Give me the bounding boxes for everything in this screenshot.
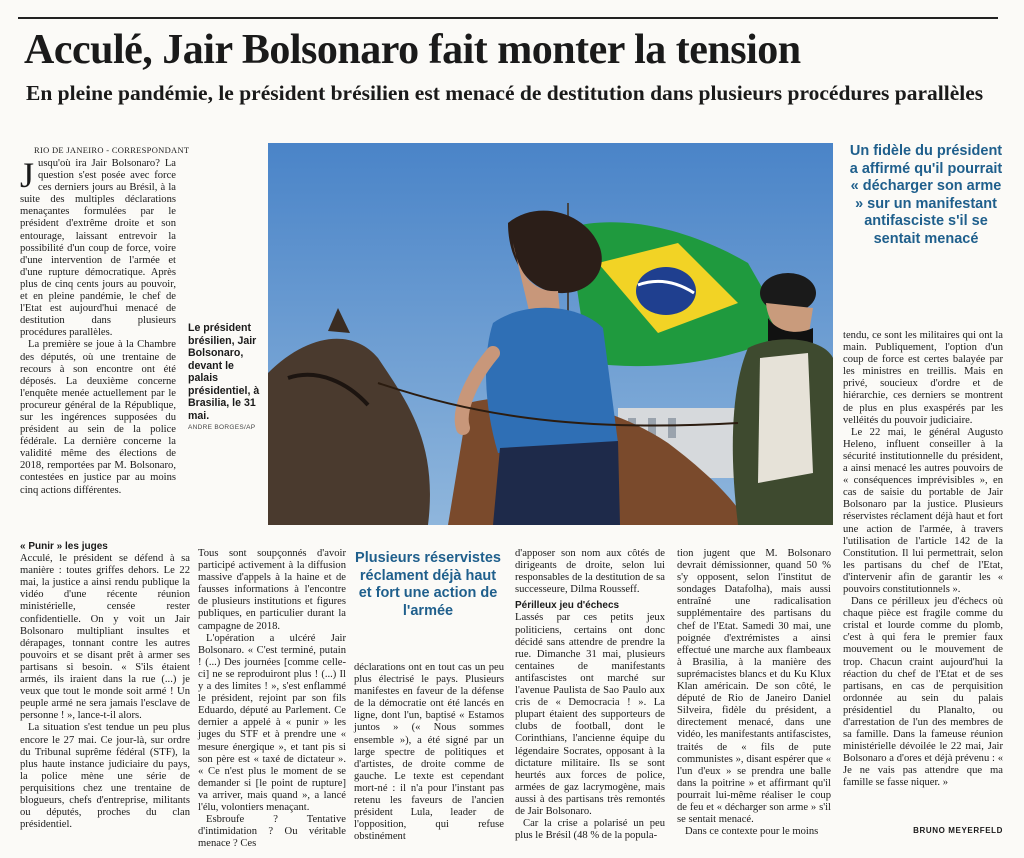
- paragraph: Jusqu'où ira Jair Bolsonaro? La question s'est posée avec force ces derniers jours au Brésil, à la suite des multiples déclarations menaçantes formulées par le président d'extrême droite et son entourage, laissant entrevoir la possibilité d'un coup de force, voire d'une intervention de l'armée et d'une rupture démocratique. Après plus de cinq cents jours au pouvoir, et en pleine pandémie, le chef de l'Etat est aujourd'hui menacé de destitution dans plusieurs procédures parallèles.: [20, 155, 176, 339]
- paragraph: Acculé, le président se défend à sa manière : toutes griffes dehors. Le 22 mai, la justice a ainsi rendu publique la vidéo d'une récente réunion ministérielle, censée rester confidentielle. On y voit un Jair Bolsonaro multipliant insultes et dérapages, tonnant contre les autres pouvoirs et se disant prêt à armer ses partisans si besoin. « S'ils étaient armés, ils iraient dans la rue (...) je veux que tout le monde soit armé ! Un peuple armé ne sera jamais l'esclave de personne ! », lance-t-il alors.: [20, 553, 190, 722]
- column-1: [20, 155, 176, 532]
- column-5: [677, 548, 831, 838]
- paragraph: Tous sont soupçonnés d'avoir participé activement à la diffusion massive d'appels à la haine et de fausses informations à l'encontre de plusieurs institutions et figures publiques, en particulier durant la campagne de 2018.: [198, 548, 346, 632]
- byline: BRUNO MEYERFELD: [913, 826, 1003, 835]
- pull-quote-2: Plusieurs réservistes réclament déjà haut et fort une action de l'armée: [355, 550, 501, 619]
- column-3: [354, 662, 504, 843]
- paragraph: tion jugent que M. Bolsonaro devrait démissionner, quand 50 % s'y opposent, selon l'institut de sondages Datafolha), mais aussi entraîné une radicalisation supplémentaire des partisans du chef de l'Etat. Samedi 30 mai, une poignée d'extrémistes a ainsi effectué une marche aux flambeaux à Brasilia, à la manière des suprémacistes blancs et du Ku Klux Klan américain. De son côté, le député de Rio de Janeiro Daniel Silveira, fidèle du président, a directement menacé, dans une vidéo, les manifestants antifascistes, traités de « fils de pute communistes », disant espérer que « l'un d'eux » se prendra une balle dans la poitrine » et affirmant qu'il pourrait lui-même réaliser le coup de feu et « décharger son arme » s'il se sentait menacé.: [677, 548, 831, 826]
- column-2: [198, 548, 346, 850]
- column-6: [843, 330, 1003, 826]
- paragraph: d'apposer son nom aux côtés de dirigeants de droite, selon lui responsables de la destitution de sa successeure, Dilma Rousseff.: [515, 548, 665, 596]
- paragraph: L'opération a ulcéré Jair Bolsonaro. « C'est terminé, putain ! (...) Des journées [comme celle-ci] ne se reproduiront plus ! (...) Il y a des limites ! », s'est enflammé le président, rejoint par son fils Eduardo, député au Parlement. Ce dernier a appelé à « punir » les juges du STF et à prendre une « mesure énergique », et tant pis si son père est « taxé de dictateur ». « Ce n'est plus le moment de se demander si [le point de rupture] va arriver, mais quand », a lancé l'élu, volontiers menaçant.: [198, 632, 346, 813]
- photo-bolsonaro-horse: [268, 143, 833, 525]
- paragraph: Dans ce contexte pour le moins: [685, 826, 819, 838]
- dateline: RIO DE JANEIRO - CORRESPONDANT: [34, 145, 190, 155]
- paragraph: tendu, ce sont les militaires qui ont la main. Publiquement, l'option d'un coup de force est certes balayée par les ministres en treillis. Mais en privé, soucieux d'ordre et de hiérarchie, ces derniers se montrent de plus en plus exaspérés par les velléités du pouvoir judiciaire.: [843, 330, 1003, 426]
- top-rule: [18, 17, 998, 19]
- section-subhead: Périlleux jeu d'échecs: [515, 600, 620, 612]
- drop-cap: J: [20, 155, 35, 195]
- column-4: [515, 548, 665, 842]
- photo-credit: ANDRE BORGES/AP: [188, 424, 256, 431]
- column-1b: [20, 537, 190, 835]
- paragraph: Esbroufe ? Tentative d'intimidation ? Ou véritable menace ? Ces: [198, 814, 346, 850]
- paragraph: La première se joue à la Chambre des députés, où une trentaine de recours à son encontre ont été déposés. La deuxième concerne l'enquête menée actuellement par le procureur général de la République, sur les ingérences supposées du président au sein de la police fédérale. La dernière concerne la validité même des élections de 2018, remportées par M. Bolsonaro, contestées en justice par au moins cinq actions différentes.: [20, 339, 176, 496]
- subheadline: En pleine pandémie, le président brésilien est menacé de destitution dans plusieurs procédures parallèles: [26, 81, 984, 105]
- section-subhead: « Punir » les juges: [20, 541, 108, 552]
- paragraph: Dans ce périlleux jeu d'échecs où chaque pièce est fragile comme du cristal et lourde comme du plomb, c'est à qui fera le premier faux mouvement ou le mouvement de trop. Chacun craint aujourd'hui la réaction du chef de l'Etat et de ses partisans, en cas de perquisition ordonnée au sein du palais présidentiel du Planalto, ou d'arrestation de l'un des membres de sa famille. Dans la fameuse réunion ministérielle dévoilée le 22 mai, Jair Bolsonaro a d'ores et déjà prévenu : « Je ne vais pas attendre que ma famille se fasse niquer. »: [843, 596, 1003, 789]
- pull-quote-1: Un fidèle du président a affirmé qu'il pourrait « décharger son arme » sur un manifestant antifasciste s'il se sentait menacé: [849, 143, 1003, 247]
- photo-caption: [188, 322, 264, 431]
- caption-text: Le président brésilien, Jair Bolsonaro, devant le palais présidentiel, à Brasilia, le 31 mai.: [188, 322, 260, 422]
- paragraph: déclarations ont en tout cas un peu plus électrisé le pays. Plusieurs manifestes en faveur de la défense de la démocratie ont été lancés en ligne, dont l'un, baptisé « Estamos juntos » (« Nous sommes ensemble »), a été signé par un large spectre de politiques et d'artistes, de droite comme de gauche. Le texte est cependant mort-né : il n'a pour l'instant pas retenu les faveurs de l'ancien président Lula, leader de l'opposition, qui refuse obstinément: [354, 662, 504, 843]
- paragraph: Car la crise a polarisé un peu plus le Brésil (48 % de la popula-: [515, 818, 665, 842]
- paragraph: Lassés par ces petits jeux politiciens, certains ont donc décidé sans attendre de prendre la rue. Dimanche 31 mai, plusieurs centaines de manifestants antifascistes ont marché sur l'avenue Paulista de Sao Paulo aux cris de « Democracia ! ». La plupart étaient des supporteurs de clubs de football, dont le Corinthians, l'ancienne équipe du légendaire Socrates, opposant à la dictature militaire. Ils se sont heurtés aux forces de police, armées de gaz lacrymogène, mais aussi à des partisans très remontés de Jair Bolsonaro.: [515, 612, 665, 817]
- paragraph: Le 22 mai, le général Augusto Heleno, influent conseiller à la sécurité institutionnelle du président, a ainsi menacé les autres pouvoirs de « conséquences imprévisibles », en cas de saisie du portable de Jair Bolsonaro par la justice. Plusieurs réservistes réclament déjà haut et fort une action de l'armée, à travers l'utilisation de l'article 142 de la Constitution. Il lui permettrait, selon les partisans du chef de l'Etat, d'intervenir afin de garantir les « pouvoirs constitutionnels ».: [843, 426, 1003, 595]
- headline: Acculé, Jair Bolsonaro fait monter la tension: [24, 27, 801, 73]
- paragraph: La situation s'est tendue un peu plus encore le 27 mai. Ce jour-là, sur ordre du Tribunal suprême fédéral (STF), la plus haute instance judiciaire du pays, la police mène une série de perquisitions chez une trentaine de blogueurs, chefs d'entreprise, militants ou députés, proches du clan présidentiel.: [20, 722, 190, 831]
